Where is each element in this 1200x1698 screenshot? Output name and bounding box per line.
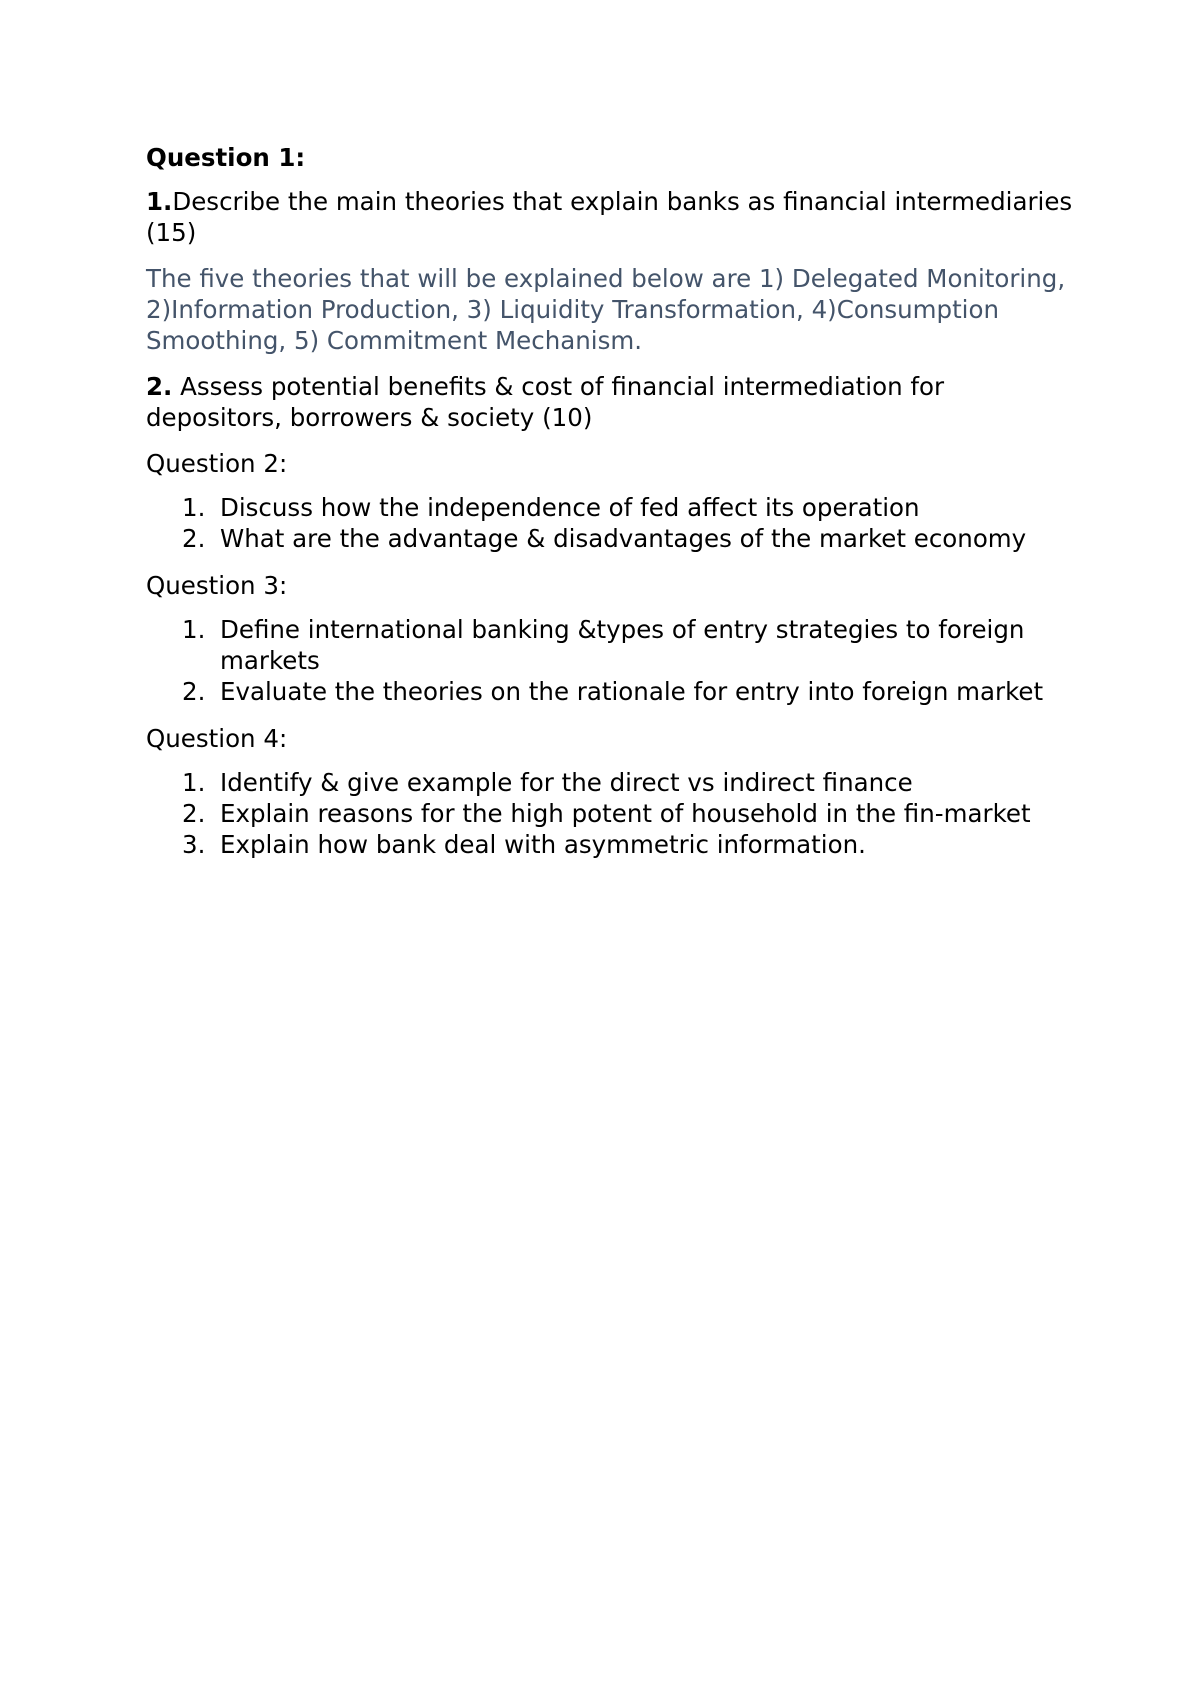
list-item-number: 2.	[182, 524, 206, 553]
document-body	[146, 142, 1076, 876]
question-3-heading: Question 3:	[146, 571, 288, 600]
list-item	[146, 614, 1076, 676]
question-2-heading: Question 2:	[146, 449, 288, 478]
list-item-text: Explain how bank deal with asymmetric information.	[220, 830, 866, 859]
list-item	[146, 829, 1076, 860]
list-item	[146, 523, 1076, 554]
question-1-heading: Question 1:	[146, 143, 306, 172]
list-item-number: 2.	[182, 799, 206, 828]
list-item-text: Evaluate the theories on the rationale for entry into foreign market	[220, 677, 1044, 706]
list-item	[146, 767, 1076, 798]
question-1-answer: The five theories that will be explained below are 1) Delegated Monitoring, 2)Information Production, 3) Liquidity Transformation, 4)Consumption Smoothing, 5) Commitment Mechanism.	[146, 264, 1066, 355]
list-item-number: 3.	[182, 830, 206, 859]
question-1-item-1-text: Describe the main theories that explain banks as financial intermediaries (15)	[146, 187, 1073, 247]
list-item-number: 2.	[182, 677, 206, 706]
question-1-item-2-text: Assess potential benefits & cost of financial intermediation for depositors, borrowers & society (10)	[146, 372, 945, 432]
list-item-text: Explain reasons for the high potent of household in the fin-market	[220, 799, 1031, 828]
question-4-list	[146, 767, 1076, 860]
question-1-item-1	[146, 186, 1076, 248]
question-1-item-1-number: 1.	[146, 187, 173, 216]
list-item-text: Identify & give example for the direct vs indirect finance	[220, 768, 913, 797]
list-item-text: Discuss how the independence of fed affect its operation	[220, 493, 920, 522]
question-1-item-2-number: 2.	[146, 372, 173, 401]
list-item-text: Define international banking &types of entry strategies to foreign markets	[220, 615, 1025, 675]
list-item	[146, 492, 1076, 523]
question-3-list	[146, 614, 1076, 707]
list-item	[146, 798, 1076, 829]
list-item-number: 1.	[182, 615, 206, 644]
list-item-number: 1.	[182, 768, 206, 797]
list-item-number: 1.	[182, 493, 206, 522]
list-item	[146, 676, 1076, 707]
question-1-item-2	[146, 371, 1076, 433]
list-item-text: What are the advantage & disadvantages of the market economy	[220, 524, 1027, 553]
question-4-heading: Question 4:	[146, 724, 288, 753]
question-2-list	[146, 492, 1076, 554]
